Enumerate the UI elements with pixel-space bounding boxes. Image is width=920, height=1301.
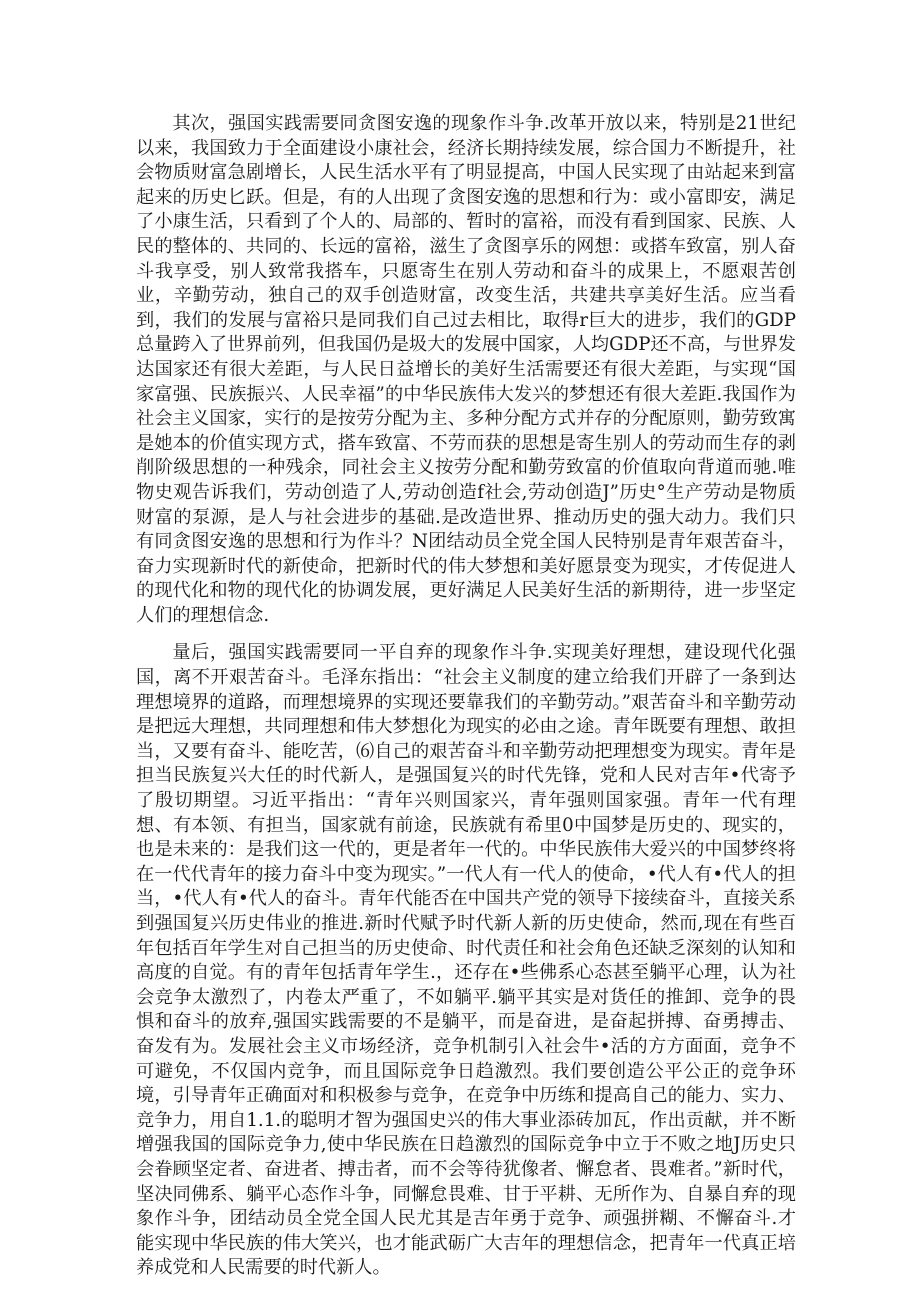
paragraph: 其次，强国实践需要同贪图安逸的现象作斗争.改革开放以来，特别是21世纪以来，我国致力于全面建设小康社会，经济长期持续发展，综合国力不断提升，社会物质财富急剧增长，人民生活水平有了明显提高，中国人民实现了由站起来到富起来的历史匕跃。但是，有的人出现了贪图安逸的思想和行为：或小富即安，满足了小康生活，只看到了个人的、局部的、暂时的富裕，而没有看到国家、民族、人民的整体的、共同的、长远的富裕，滋生了贪图享乐的网想：或搭车致富，别人奋斗我享受，别人致常我搭车，只愿寄生在别人劳动和奋斗的成果上，不愿艰苦创业，辛勤劳动，独自己的双手创造财富，改变生活，共建共享美好生活。应当看到，我们的发展与富裕只是同我们自己过去相比，取得r巨大的进步，我们的GDP总量跨入了世界前列，但我国仍是圾大的发展中国家，人均GDP还不高，与世界发达国家还有很大差距，与人民日益增长的美好生活需要还有很大差距，与实现“国家富强、民族振兴、人民幸福”的中华民族伟大发兴的梦想还有很大差距.我国作为社会主义国家，实行的是按劳分配为主、多种分配方式并存的分配原则，勤劳致寓是她本的价值实现方式，搭车致富、不劳而获的思想是寄生别人的劳动而生存的剥削阶级思想的一种残余，同社会主义按劳分配和勤劳致富的价值取向背道而驰.唯物史观告诉我们，劳动创造了人,劳动创造f社会,劳动创造J”历史°生产劳动是物质财富的泵源，是人与社会进步的基础.是改造世界、推动历史的强大动力。我们只有同贪图安逸的思想和行为作斗？N团结动员全党全国人民特别是青年艰苦奋斗，奋力实现新时代的新使命，把新时代的伟大梦想和美好愿景变为现实，才传促进人的现代化和物的现代化的协调发展，更好满足人民美好生活的新期待，进一步坚定人们的理想信念.: [136, 113, 796, 626]
paragraph: 量后，强国实践需要同一平自弃的现象作斗争.实现美好理想，建设现代化强国，离不开艰苦奋斗。毛泽东指出：“社会主义制度的建立给我们开辟了一条到达理想境界的道路，而理想境界的实现还要靠我们的辛勤劳动。”艰苦奋斗和辛勤劳动是把远大理想，共同理想和伟大梦想化为现实的必由之途。青年既要有理想、敢担当，又要有奋斗、能吃苦，⑹自己的艰苦奋斗和辛勤劳动把理想变为现实。青年是担当民族复兴大任的时代新人，是强国复兴的时代先锋，党和人民对吉年•代寄予了殷切期望。习近平指出：“青年兴则国家兴，青年强则国家强。青年一代有理想、有本领、有担当，国家就有前途，民族就有希里0中国梦是历史的、现实的，也是未来的：是我们这一代的，更是者年一代的。中华民族伟大爱兴的中国梦终将在一代代青年的接力奋斗中变为现实。”一代人有一代人的使命，•代人有•代人的担当，•代人有•代人的奋斗。青年代能否在中国共产党的领导下接续奋斗，直接关系到强国复兴历史伟业的推进.新时代赋予时代新人新的历史使命，然而,现在有些百年包括百年学生对自己担当的历史使命、时代责任和社会角色还缺乏深刻的认知和高度的自觉。有的青年包括青年学生.，还存在•些佛系心态甚至躺平心理，认为社会竞争太激烈了，内卷太严重了，不如躺平.躺平其实是对货任的推卸、竞争的畏惧和奋斗的放弃,强国实践需要的不是躺平，而是奋进，是奋起拼搏、奋勇搏击、奋发有为。发展社会主义市场经济，竞争机制引入社会牛•活的方方面面，竞争不可避免，不仅国内竞争，而且国际竞争日趋激烈。我们要创造公平公正的竞争环境，引导青年正确面对和积极参与竞争，在竞争中历练和提高自己的能力、实力、竞争力，用自1.1.的聪明才智为强国史兴的伟大事业添砖加瓦，作出贡献，并不断增强我国的国际竞争力,使中华民族在日趋激烈的国际竞争中立于不败之地J历史只会眷顾坚定者、奋进者、搏击者，而不会等待犹像者、懈怠者、畏难者。”新时代，坚决同佛系、躺平心态作斗争，同懈怠畏难、甘于平耕、无所作为、自暴自弃的现象作斗争，团结动员全党全国人民尤其是吉年勇于竞争、顽强拼糊、不懈奋斗.才能实现中华民族的伟大笑兴，也才能武砺广大吉年的理想信念，把青年一代真正培养成党和人民需要的时代新人。: [136, 642, 796, 1279]
document-body: [136, 112, 796, 1281]
